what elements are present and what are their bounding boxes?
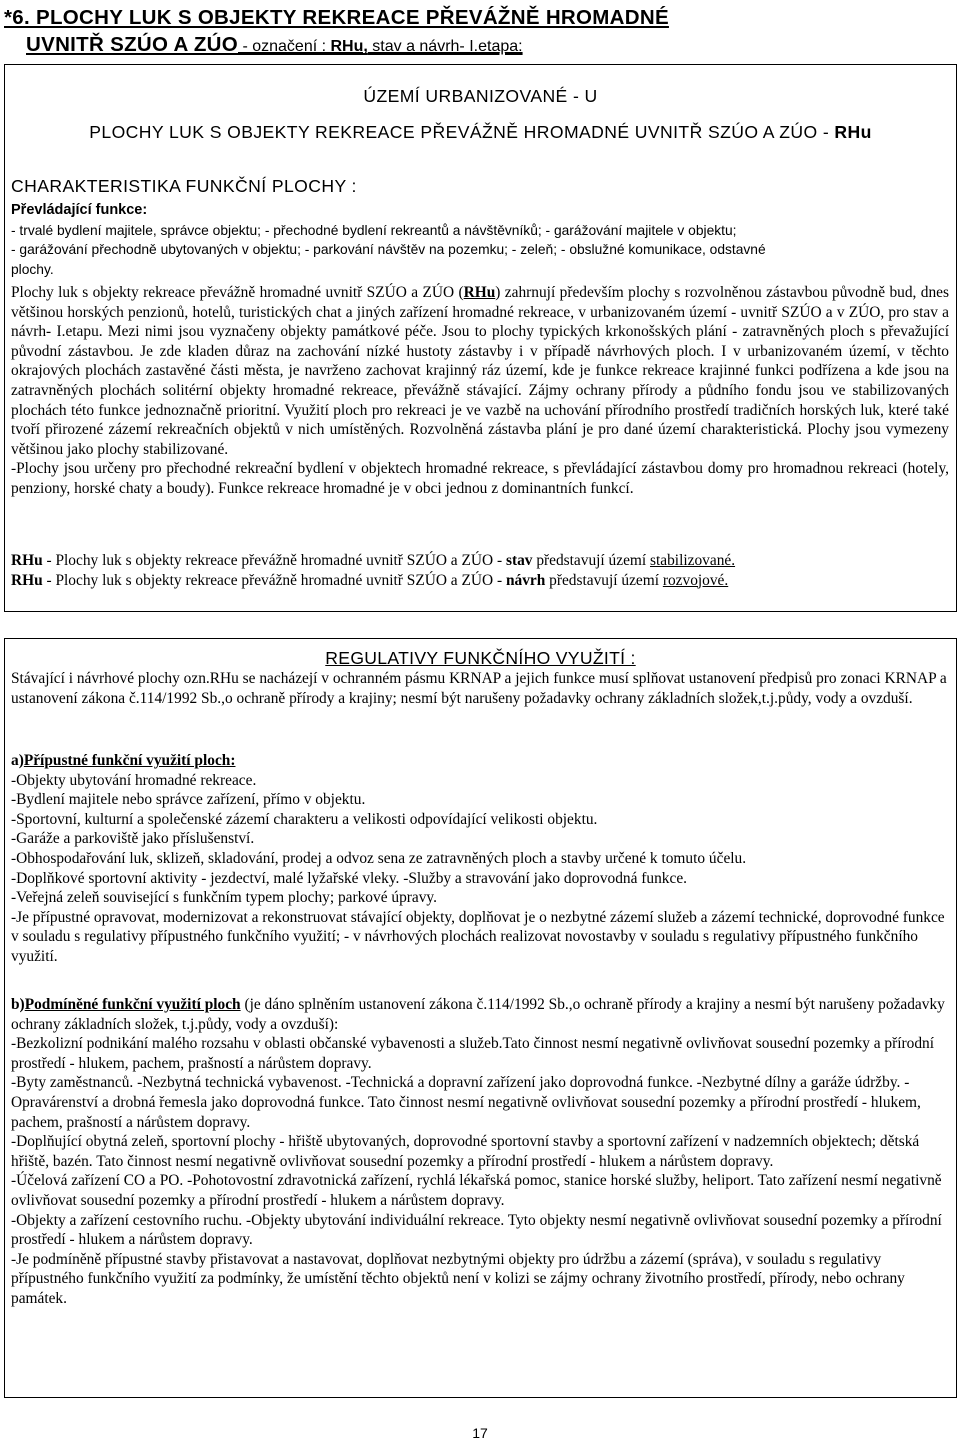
prevailing-functions bbox=[11, 201, 949, 279]
navrh-text: - Plochy luk s objekty rekreace převážně hromadné uvnitř SZÚO a ZÚO - bbox=[42, 571, 506, 589]
list-item: -Je podmíněně přípustné stavby přistavovat a nastavovat, doplňovat nezbytnými objekty pro údržbu a zázemí (správa), v souladu s regulativy přípustného funkčního využití za podmínky, že umístění těchto objektů není v kolizi se zájmy ochrany životního prostředí, přírody, nebo ochrany památek. bbox=[11, 1250, 905, 1307]
page-number: 17 bbox=[472, 1425, 488, 1441]
section-title-tail: stav a návrh- I.etapa: bbox=[367, 38, 523, 55]
permitted-list bbox=[11, 771, 949, 967]
navrh-code: RHu bbox=[11, 571, 43, 589]
list-item: -Sportovní, kulturní a společenské zázemí charakteru a velikosti odpovídající velikosti objektu. bbox=[11, 810, 598, 828]
description bbox=[11, 283, 949, 499]
permitted-prefix: a) bbox=[11, 752, 24, 769]
regulations-heading: REGULATIVY FUNKČNÍHO VYUŽITÍ : bbox=[325, 648, 636, 668]
list-item: -Bezkolizní podnikání malého rozsahu v oblasti občanské vybavenosti a služeb.Tato činnost nesmí negativně ovlivňovat sousední pozemky a přírodní prostředí - hlukem, pachem, prašností a nárůstem dopravy. bbox=[11, 1035, 935, 1072]
regulations-intro: Stávající i návrhové plochy ozn.RHu se nacházejí v ochranném pásmu KRNAP a jejich funkce musí splňovat ustanovení předpisů pro zonaci KRNAP a ustanovení zákona č.114/1992 Sb.,o ochraně přírody a krajiny; nesmí být narušeny požadavky ochrany základních složek,t.j.půdy, vody a ovzduší. bbox=[11, 670, 947, 707]
list-item: -Doplňkové sportovní aktivity - jezdectví, malé lyžařské vleky. -Služby a stravování jako doprovodná funkce. bbox=[11, 869, 687, 887]
prevailing-label: Převládající funkce: bbox=[11, 202, 148, 218]
stav-after: představují území bbox=[532, 552, 651, 569]
section-title-line1: *6. PLOCHY LUK S OBJEKTY REKREACE PŘEVÁŽNĚ HROMADNÉ bbox=[4, 6, 669, 29]
list-item: -Garáže a parkoviště jako příslušenství. bbox=[11, 830, 255, 848]
stav-line bbox=[11, 551, 949, 571]
conditional-title: Podmíněné funkční využití ploch bbox=[24, 996, 241, 1013]
characteristics-heading: CHARAKTERISTIKA FUNKČNÍ PLOCHY : bbox=[11, 176, 357, 196]
permitted-heading bbox=[11, 751, 949, 771]
conditional-section bbox=[11, 995, 949, 1309]
list-item: -Obhospodařování luk, sklizeň, skladování, prodej a odvoz sena ze zatravněných ploch a stavby určené k tomuto účelu. bbox=[11, 849, 747, 867]
section-title-main: UVNITŘ SZÚO A ZÚO bbox=[26, 33, 238, 56]
section-code: RHu, bbox=[330, 38, 368, 55]
stav-word: stav bbox=[505, 552, 533, 569]
section-title-line2 bbox=[26, 31, 954, 60]
list-item: -Veřejná zeleň související s funkčním typem plochy; parkové úpravy. bbox=[11, 889, 437, 907]
list-item: -Účelová zařízení CO a PO. -Pohotovostní zdravotnická zařízení, rychlá lékařská pomoc, stanice horské služby, heliport. Tato zařízení nesmí negativně ovlivňovat sousední pozemky a přírodní prostředí - hlukem a nárůstem dopravy. bbox=[11, 1172, 942, 1209]
section-title-dash: - označení : bbox=[238, 38, 331, 55]
area-subtitle-code: RHu bbox=[834, 122, 872, 142]
area-subtitle bbox=[5, 121, 956, 143]
prevailing-line: plochy. bbox=[11, 261, 54, 277]
list-item: -Bydlení majitele nebo správce zařízení, přímo v objektu. bbox=[11, 791, 366, 809]
navrh-line bbox=[11, 571, 949, 591]
stav-navrh-lines bbox=[11, 551, 949, 590]
territory-title: ÚZEMÍ URBANIZOVANÉ - U bbox=[363, 86, 598, 106]
conditional-heading bbox=[11, 995, 949, 1034]
conditional-prefix: b) bbox=[11, 996, 25, 1013]
description-code: RHu bbox=[463, 284, 496, 301]
list-item: -Doplňující obytná zeleň, sportovní plochy - hřiště ubytovaných, doprovodné sportovní stavby a sportovní zařízení v nadzemních objektech; dětská hřiště, bazén. Tato činnost nesmí negativně ovlivňovat sousední pozemky a přírodní prostředí - hlukem a nárůstem dopravy. bbox=[11, 1133, 920, 1170]
prevailing-line: - garážování přechodně ubytovaných v objektu; - parkování návštěv na pozemku; - zeleň; - obslužné komunikace, odstavné bbox=[11, 242, 766, 258]
conditional-intro: (je dáno splněním ustanovení zákona č.114/1992 Sb.,o ochraně přírody a krajiny a nesmí být narušeny požadavky ochrany základních složek, t.j.půdy, vody a ovzduší): bbox=[11, 996, 945, 1033]
section-header bbox=[4, 4, 954, 60]
stav-text: - Plochy luk s objekty rekreace převážně hromadné uvnitř SZÚO a ZÚO - bbox=[42, 552, 506, 569]
list-item: -Byty zaměstnanců. -Nezbytná technická vybavenost. -Technická a dopravní zařízení jako doprovodná funkce. -Nezbytné dílny a garáže údržby. -Opravárenství a drobná řemesla jako doprovodná funkce. Tato činnost nesmí negativně ovlivňovat sousední pozemky a přírodní prostředí - hlukem, pachem, prašností a nárůstem dopravy. bbox=[11, 1074, 921, 1131]
permitted-section bbox=[11, 751, 949, 967]
navrh-word: návrh bbox=[505, 571, 546, 589]
description-text: ) zahrnují především plochy s rozvolněnou zástavbou původně bud, dnes většinou horských penzionů, hotelů, turistických chat a jiných zařízení hromadné rekreace, v urbanizovaném území - uvnitř SZÚO a v ZÚO, pro stav a návrh- I.etapu. Mezi nimi jsou vyznačeny objekty památkové péče. Jsou to plochy typických krkonošských plání - zatravněných ploch s převažující původní zástavbou. Je zde kladen důraz na zachování nízké hustoty zástavby i v případě návrhových ploch. I v urbanizovaném území, v těchto okrajových plochách zastavěné části města, je navrženo zachovat krajinný ráz území, kde je funkce rekreace krajinné funkci podřízena a kde jsou na zatravněných plochách solitérní objekty hromadné rekreace, převážně stávající. Zájmy ochrany přírody a půdního fondu jsou ve stabilizovaných plochách této funkce jednoznačně prioritní. Využití ploch pro rekreaci je ve vazbě na uchování přírodního prostředí tradičních horských luk, které také tvoří přirozené zázemí rekreačních objektů v nich umístěných. Rozvolněná zástavba plání je pro dané území charakteristická. Plochy jsou vymezeny většinou jako plochy stabilizované. bbox=[11, 284, 949, 458]
prevailing-line: - trvalé bydlení majitele, správce objektu; - přechodné bydlení rekreantů a návštěvníků; - garážování majitele v objektu; bbox=[11, 222, 737, 238]
regulations-box bbox=[4, 638, 957, 1398]
description-paragraph bbox=[11, 283, 949, 459]
list-item: -Objekty a zařízení cestovního ruchu. -Objekty ubytování individuální rekreace. Tyto objekty nesmí negativně ovlivňovat sousední pozemky a přírodní prostředí - hlukem a nárůstem dopravy. bbox=[11, 1211, 942, 1249]
list-item: -Je přípustné opravovat, modernizovat a rekonstruovat stávající objekty, doplňovat je o nezbytné zázemí služeb a zázemí technické, doprovodné funkce v souladu s regulativy přípustného funkčního využití; - v návrhových plochách realizovat novostavby v souladu s regulativy přípustného funkčního využití. bbox=[11, 908, 945, 965]
description-text: Plochy luk s objekty rekreace převážně hromadné uvnitř SZÚO a ZÚO ( bbox=[11, 284, 464, 301]
navrh-after: představují území bbox=[545, 571, 663, 589]
list-item: -Objekty ubytování hromadné rekreace. bbox=[11, 771, 257, 789]
stav-stabilized: stabilizované. bbox=[650, 552, 736, 569]
navrh-development: rozvojové. bbox=[662, 571, 729, 589]
stav-code: RHu bbox=[11, 552, 43, 569]
characteristics-box bbox=[4, 64, 957, 612]
conditional-list bbox=[11, 1034, 949, 1308]
permitted-title: Přípustné funkční využití ploch: bbox=[23, 752, 236, 769]
area-subtitle-text: PLOCHY LUK S OBJEKTY REKREACE PŘEVÁŽNĚ HROMADNÉ UVNITŘ SZÚO A ZÚO - bbox=[89, 122, 835, 142]
description-paragraph: -Plochy jsou určeny pro přechodné rekreační bydlení v objektech hromadné rekreace, s převládající zástavbou domy pro hromadnou rekreaci (hotely, penziony, horské chaty a boudy). Funkce rekreace hromadné je v obci jednou z dominantních funkcí. bbox=[11, 460, 949, 497]
